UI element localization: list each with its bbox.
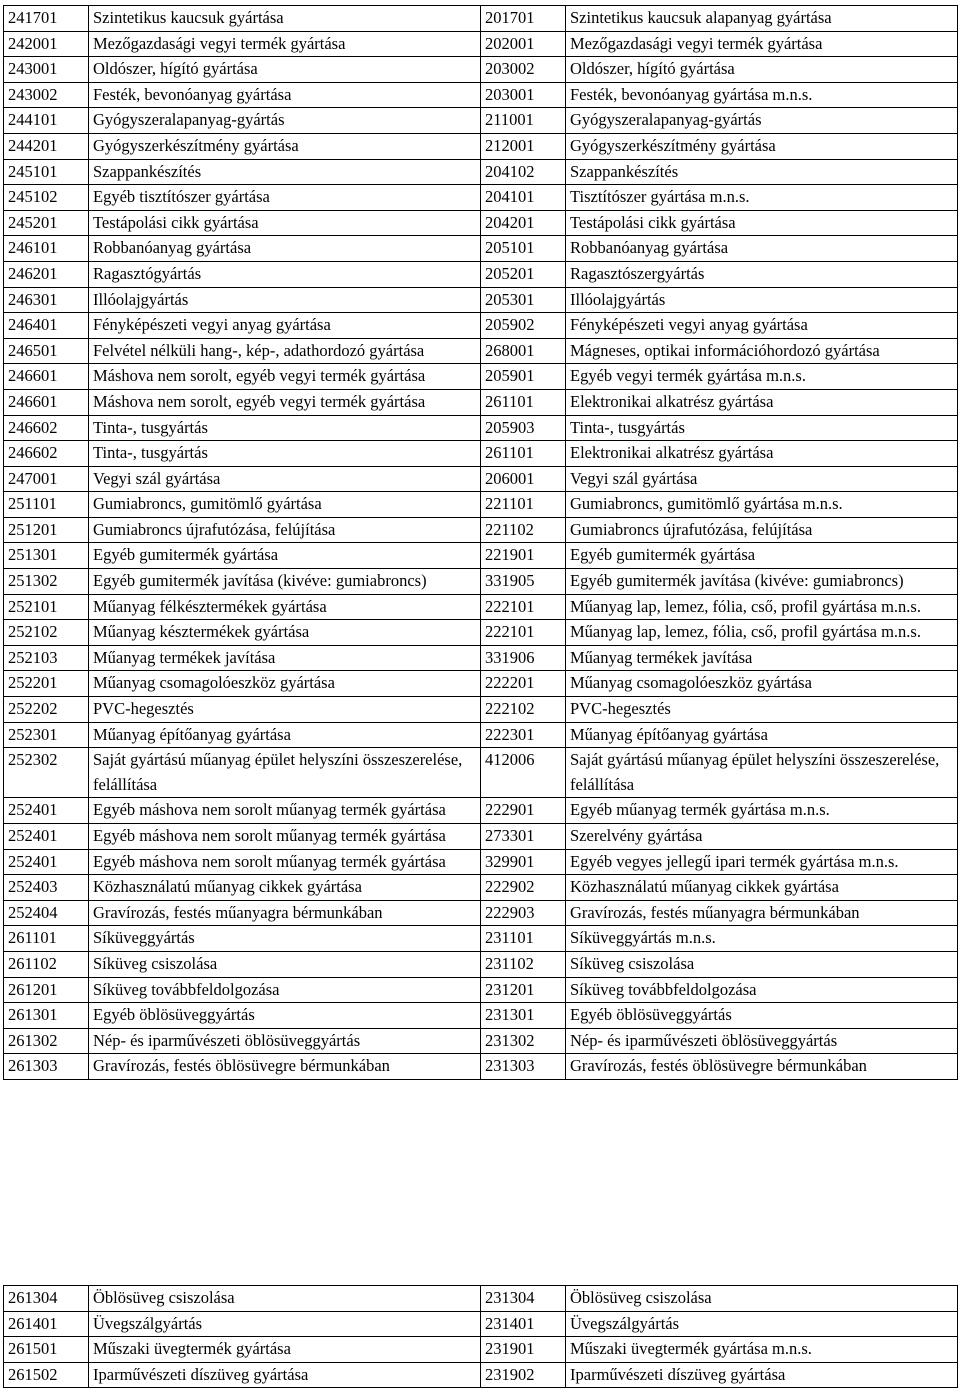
new-code-cell: 231303 bbox=[481, 1054, 566, 1080]
table-row bbox=[4, 31, 958, 57]
new-code-cell: 231302 bbox=[481, 1028, 566, 1054]
new-activity-cell: Üvegszálgyártás bbox=[566, 1311, 958, 1337]
table-row bbox=[4, 1028, 958, 1054]
new-activity-cell: Gravírozás, festés műanyagra bérmunkában bbox=[566, 900, 958, 926]
old-activity-cell: Közhasználatú műanyag cikkek gyártása bbox=[89, 875, 481, 901]
new-activity-cell: Saját gyártású műanyag épület helyszíni összeszerelése, felállítása bbox=[566, 748, 958, 798]
new-activity-cell: Elektronikai alkatrész gyártása bbox=[566, 389, 958, 415]
new-code-cell: 205301 bbox=[481, 287, 566, 313]
new-code-cell: 231201 bbox=[481, 977, 566, 1003]
old-activity-cell: Robbanóanyag gyártása bbox=[89, 236, 481, 262]
old-activity-cell: Műszaki üvegtermék gyártása bbox=[89, 1337, 481, 1363]
old-activity-cell: Egyéb máshova nem sorolt műanyag termék gyártása bbox=[89, 824, 481, 850]
table-row bbox=[4, 569, 958, 595]
old-code-cell: 251302 bbox=[4, 569, 89, 595]
new-code-cell: 261101 bbox=[481, 441, 566, 467]
new-code-cell: 231401 bbox=[481, 1311, 566, 1337]
new-activity-cell: Gumiabroncs, gumitömlő gyártása m.n.s. bbox=[566, 492, 958, 518]
old-code-cell: 261502 bbox=[4, 1362, 89, 1388]
new-code-cell: 222902 bbox=[481, 875, 566, 901]
old-activity-cell: Szappankészítés bbox=[89, 159, 481, 185]
new-activity-cell: Gravírozás, festés öblösüvegre bérmunkában bbox=[566, 1054, 958, 1080]
table-row bbox=[4, 748, 958, 798]
old-code-cell: 252301 bbox=[4, 722, 89, 748]
new-activity-cell: Műanyag termékek javítása bbox=[566, 645, 958, 671]
table-row bbox=[4, 1337, 958, 1363]
new-activity-cell: Műszaki üvegtermék gyártása m.n.s. bbox=[566, 1337, 958, 1363]
new-code-cell: 231901 bbox=[481, 1337, 566, 1363]
old-activity-cell: Felvétel nélküli hang-, kép-, adathordozó gyártása bbox=[89, 338, 481, 364]
table-row bbox=[4, 287, 958, 313]
old-code-cell: 251201 bbox=[4, 517, 89, 543]
old-code-cell: 246101 bbox=[4, 236, 89, 262]
new-code-cell: 222101 bbox=[481, 594, 566, 620]
old-code-cell: 245102 bbox=[4, 185, 89, 211]
new-code-cell: 204201 bbox=[481, 210, 566, 236]
new-code-cell: 204101 bbox=[481, 185, 566, 211]
table-row bbox=[4, 1362, 958, 1388]
old-activity-cell: Műanyag félkésztermékek gyártása bbox=[89, 594, 481, 620]
old-activity-cell: Saját gyártású műanyag épület helyszíni összeszerelése, felállítása bbox=[89, 748, 481, 798]
old-activity-cell: Gravírozás, festés öblösüvegre bérmunkában bbox=[89, 1054, 481, 1080]
old-code-cell: 244201 bbox=[4, 133, 89, 159]
old-code-cell: 243001 bbox=[4, 57, 89, 83]
old-activity-cell: Vegyi szál gyártása bbox=[89, 466, 481, 492]
new-activity-cell: Síküveg csiszolása bbox=[566, 951, 958, 977]
table-row bbox=[4, 926, 958, 952]
new-activity-cell: Gyógyszeralapanyag-gyártás bbox=[566, 108, 958, 134]
new-activity-cell: Ragasztószergyártás bbox=[566, 261, 958, 287]
new-activity-cell: Egyéb vegyes jellegű ipari termék gyártása m.n.s. bbox=[566, 849, 958, 875]
old-code-cell: 252103 bbox=[4, 645, 89, 671]
new-activity-cell: Műanyag lap, lemez, fólia, cső, profil gyártása m.n.s. bbox=[566, 620, 958, 646]
old-code-cell: 242001 bbox=[4, 31, 89, 57]
new-code-cell: 201701 bbox=[481, 6, 566, 32]
table-row bbox=[4, 875, 958, 901]
new-activity-cell: Szintetikus kaucsuk alapanyag gyártása bbox=[566, 6, 958, 32]
new-code-cell: 231304 bbox=[481, 1286, 566, 1312]
new-activity-cell: Szerelvény gyártása bbox=[566, 824, 958, 850]
table-row bbox=[4, 236, 958, 262]
old-activity-cell: Egyéb máshova nem sorolt műanyag termék gyártása bbox=[89, 798, 481, 824]
new-activity-cell: Illóolajgyártás bbox=[566, 287, 958, 313]
new-activity-cell: Síküveggyártás m.n.s. bbox=[566, 926, 958, 952]
new-activity-cell: Robbanóanyag gyártása bbox=[566, 236, 958, 262]
old-activity-cell: Egyéb tisztítószer gyártása bbox=[89, 185, 481, 211]
new-code-cell: 212001 bbox=[481, 133, 566, 159]
old-code-cell: 246601 bbox=[4, 389, 89, 415]
old-activity-cell: Nép- és iparművészeti öblösüveggyártás bbox=[89, 1028, 481, 1054]
new-code-cell: 221101 bbox=[481, 492, 566, 518]
old-activity-cell: Gumiabroncs újrafutózása, felújítása bbox=[89, 517, 481, 543]
old-code-cell: 252403 bbox=[4, 875, 89, 901]
old-code-cell: 252401 bbox=[4, 798, 89, 824]
old-code-cell: 245201 bbox=[4, 210, 89, 236]
teaor-code-table bbox=[3, 5, 958, 1080]
old-activity-cell: Gravírozás, festés műanyagra bérmunkában bbox=[89, 900, 481, 926]
old-activity-cell: Gumiabroncs, gumitömlő gyártása bbox=[89, 492, 481, 518]
old-activity-cell: Tinta-, tusgyártás bbox=[89, 415, 481, 441]
old-code-cell: 261401 bbox=[4, 1311, 89, 1337]
new-code-cell: 268001 bbox=[481, 338, 566, 364]
old-code-cell: 252401 bbox=[4, 824, 89, 850]
table-row bbox=[4, 57, 958, 83]
old-activity-cell: Műanyag építőanyag gyártása bbox=[89, 722, 481, 748]
table-row bbox=[4, 849, 958, 875]
old-activity-cell: Tinta-, tusgyártás bbox=[89, 441, 481, 467]
old-code-cell: 261201 bbox=[4, 977, 89, 1003]
old-activity-cell: Szintetikus kaucsuk gyártása bbox=[89, 6, 481, 32]
old-activity-cell: Műanyag csomagolóeszköz gyártása bbox=[89, 671, 481, 697]
new-code-cell: 205101 bbox=[481, 236, 566, 262]
new-code-cell: 202001 bbox=[481, 31, 566, 57]
table-row bbox=[4, 338, 958, 364]
table-body bbox=[4, 1286, 958, 1388]
new-code-cell: 204102 bbox=[481, 159, 566, 185]
new-activity-cell: Műanyag lap, lemez, fólia, cső, profil gyártása m.n.s. bbox=[566, 594, 958, 620]
table-row bbox=[4, 671, 958, 697]
old-code-cell: 252202 bbox=[4, 697, 89, 723]
table-row bbox=[4, 492, 958, 518]
new-code-cell: 205901 bbox=[481, 364, 566, 390]
new-activity-cell: Tisztítószer gyártása m.n.s. bbox=[566, 185, 958, 211]
old-code-cell: 246301 bbox=[4, 287, 89, 313]
old-code-cell: 252401 bbox=[4, 849, 89, 875]
old-code-cell: 246601 bbox=[4, 364, 89, 390]
table-row bbox=[4, 1311, 958, 1337]
old-activity-cell: Egyéb máshova nem sorolt műanyag termék gyártása bbox=[89, 849, 481, 875]
old-activity-cell: Illóolajgyártás bbox=[89, 287, 481, 313]
table-row bbox=[4, 364, 958, 390]
old-activity-cell: Festék, bevonóanyag gyártása bbox=[89, 82, 481, 108]
table-row bbox=[4, 594, 958, 620]
old-activity-cell: Máshova nem sorolt, egyéb vegyi termék gyártása bbox=[89, 364, 481, 390]
new-code-cell: 203002 bbox=[481, 57, 566, 83]
new-activity-cell: Elektronikai alkatrész gyártása bbox=[566, 441, 958, 467]
old-activity-cell: Ragasztógyártás bbox=[89, 261, 481, 287]
table-row bbox=[4, 133, 958, 159]
new-code-cell: 205201 bbox=[481, 261, 566, 287]
new-code-cell: 211001 bbox=[481, 108, 566, 134]
old-code-cell: 244101 bbox=[4, 108, 89, 134]
new-activity-cell: Szappankészítés bbox=[566, 159, 958, 185]
old-activity-cell: Műanyag termékek javítása bbox=[89, 645, 481, 671]
old-code-cell: 261304 bbox=[4, 1286, 89, 1312]
new-code-cell: 222101 bbox=[481, 620, 566, 646]
table-row bbox=[4, 441, 958, 467]
new-code-cell: 231301 bbox=[481, 1003, 566, 1029]
table-row bbox=[4, 900, 958, 926]
old-activity-cell: Iparművészeti díszüveg gyártása bbox=[89, 1362, 481, 1388]
new-activity-cell: Mezőgazdasági vegyi termék gyártása bbox=[566, 31, 958, 57]
new-code-cell: 221901 bbox=[481, 543, 566, 569]
old-activity-cell: Egyéb gumitermék javítása (kivéve: gumiabroncs) bbox=[89, 569, 481, 595]
new-activity-cell: Tinta-, tusgyártás bbox=[566, 415, 958, 441]
new-activity-cell: Műanyag építőanyag gyártása bbox=[566, 722, 958, 748]
new-code-cell: 331906 bbox=[481, 645, 566, 671]
old-activity-cell: Máshova nem sorolt, egyéb vegyi termék gyártása bbox=[89, 389, 481, 415]
table-row bbox=[4, 620, 958, 646]
table-body bbox=[4, 6, 958, 1080]
table-row bbox=[4, 1054, 958, 1080]
new-code-cell: 231902 bbox=[481, 1362, 566, 1388]
new-activity-cell: Fényképészeti vegyi anyag gyártása bbox=[566, 313, 958, 339]
old-activity-cell: PVC-hegesztés bbox=[89, 697, 481, 723]
new-code-cell: 329901 bbox=[481, 849, 566, 875]
table-row bbox=[4, 313, 958, 339]
new-activity-cell: Gumiabroncs újrafutózása, felújítása bbox=[566, 517, 958, 543]
new-code-cell: 205903 bbox=[481, 415, 566, 441]
old-code-cell: 241701 bbox=[4, 6, 89, 32]
new-code-cell: 412006 bbox=[481, 748, 566, 798]
old-code-cell: 246602 bbox=[4, 415, 89, 441]
old-code-cell: 246401 bbox=[4, 313, 89, 339]
new-activity-cell: Öblösüveg csiszolása bbox=[566, 1286, 958, 1312]
new-code-cell: 222901 bbox=[481, 798, 566, 824]
old-activity-cell: Síküveggyártás bbox=[89, 926, 481, 952]
table-row bbox=[4, 1003, 958, 1029]
old-activity-cell: Műanyag késztermékek gyártása bbox=[89, 620, 481, 646]
table-row bbox=[4, 261, 958, 287]
old-code-cell: 246501 bbox=[4, 338, 89, 364]
old-activity-cell: Üvegszálgyártás bbox=[89, 1311, 481, 1337]
new-code-cell: 331905 bbox=[481, 569, 566, 595]
table-row bbox=[4, 645, 958, 671]
new-activity-cell: Egyéb vegyi termék gyártása m.n.s. bbox=[566, 364, 958, 390]
table-row bbox=[4, 517, 958, 543]
new-activity-cell: Nép- és iparművészeti öblösüveggyártás bbox=[566, 1028, 958, 1054]
table-row bbox=[4, 6, 958, 32]
table-row bbox=[4, 389, 958, 415]
old-activity-cell: Síküveg továbbfeldolgozása bbox=[89, 977, 481, 1003]
old-activity-cell: Gyógyszeralapanyag-gyártás bbox=[89, 108, 481, 134]
new-activity-cell: Egyéb öblösüveggyártás bbox=[566, 1003, 958, 1029]
new-activity-cell: Síküveg továbbfeldolgozása bbox=[566, 977, 958, 1003]
old-activity-cell: Fényképészeti vegyi anyag gyártása bbox=[89, 313, 481, 339]
new-code-cell: 221102 bbox=[481, 517, 566, 543]
table-row bbox=[4, 977, 958, 1003]
new-code-cell: 231101 bbox=[481, 926, 566, 952]
table-row bbox=[4, 415, 958, 441]
new-activity-cell: PVC-hegesztés bbox=[566, 697, 958, 723]
old-activity-cell: Egyéb öblösüveggyártás bbox=[89, 1003, 481, 1029]
teaor-code-table-continued bbox=[3, 1285, 958, 1388]
old-code-cell: 252102 bbox=[4, 620, 89, 646]
table-row bbox=[4, 159, 958, 185]
old-code-cell: 247001 bbox=[4, 466, 89, 492]
old-code-cell: 261101 bbox=[4, 926, 89, 952]
old-code-cell: 245101 bbox=[4, 159, 89, 185]
new-activity-cell: Testápolási cikk gyártása bbox=[566, 210, 958, 236]
new-code-cell: 231102 bbox=[481, 951, 566, 977]
new-activity-cell: Közhasználatú műanyag cikkek gyártása bbox=[566, 875, 958, 901]
new-activity-cell: Iparművészeti díszüveg gyártása bbox=[566, 1362, 958, 1388]
table-row bbox=[4, 108, 958, 134]
old-activity-cell: Mezőgazdasági vegyi termék gyártása bbox=[89, 31, 481, 57]
old-activity-cell: Öblösüveg csiszolása bbox=[89, 1286, 481, 1312]
old-code-cell: 246201 bbox=[4, 261, 89, 287]
new-activity-cell: Egyéb műanyag termék gyártása m.n.s. bbox=[566, 798, 958, 824]
new-code-cell: 222903 bbox=[481, 900, 566, 926]
old-activity-cell: Egyéb gumitermék gyártása bbox=[89, 543, 481, 569]
old-code-cell: 261102 bbox=[4, 951, 89, 977]
table-row bbox=[4, 1286, 958, 1312]
old-code-cell: 251101 bbox=[4, 492, 89, 518]
table-row bbox=[4, 82, 958, 108]
new-code-cell: 222201 bbox=[481, 671, 566, 697]
old-code-cell: 261301 bbox=[4, 1003, 89, 1029]
old-code-cell: 252201 bbox=[4, 671, 89, 697]
new-code-cell: 273301 bbox=[481, 824, 566, 850]
table-row bbox=[4, 722, 958, 748]
new-code-cell: 205902 bbox=[481, 313, 566, 339]
old-code-cell: 246602 bbox=[4, 441, 89, 467]
table-row bbox=[4, 951, 958, 977]
old-code-cell: 261302 bbox=[4, 1028, 89, 1054]
table-row bbox=[4, 185, 958, 211]
table-row bbox=[4, 210, 958, 236]
new-activity-cell: Gyógyszerkészítmény gyártása bbox=[566, 133, 958, 159]
old-code-cell: 251301 bbox=[4, 543, 89, 569]
old-activity-cell: Oldószer, hígító gyártása bbox=[89, 57, 481, 83]
old-activity-cell: Síküveg csiszolása bbox=[89, 951, 481, 977]
new-activity-cell: Vegyi szál gyártása bbox=[566, 466, 958, 492]
new-code-cell: 206001 bbox=[481, 466, 566, 492]
new-code-cell: 261101 bbox=[481, 389, 566, 415]
new-code-cell: 222301 bbox=[481, 722, 566, 748]
new-activity-cell: Festék, bevonóanyag gyártása m.n.s. bbox=[566, 82, 958, 108]
table-row bbox=[4, 798, 958, 824]
table-row bbox=[4, 466, 958, 492]
old-code-cell: 252404 bbox=[4, 900, 89, 926]
old-activity-cell: Gyógyszerkészítmény gyártása bbox=[89, 133, 481, 159]
old-code-cell: 261303 bbox=[4, 1054, 89, 1080]
table-row bbox=[4, 543, 958, 569]
old-code-cell: 261501 bbox=[4, 1337, 89, 1363]
new-activity-cell: Mágneses, optikai információhordozó gyártása bbox=[566, 338, 958, 364]
table-row bbox=[4, 824, 958, 850]
new-activity-cell: Műanyag csomagolóeszköz gyártása bbox=[566, 671, 958, 697]
old-code-cell: 252101 bbox=[4, 594, 89, 620]
old-activity-cell: Testápolási cikk gyártása bbox=[89, 210, 481, 236]
table-row bbox=[4, 697, 958, 723]
new-code-cell: 203001 bbox=[481, 82, 566, 108]
new-activity-cell: Oldószer, hígító gyártása bbox=[566, 57, 958, 83]
old-code-cell: 252302 bbox=[4, 748, 89, 798]
new-activity-cell: Egyéb gumitermék javítása (kivéve: gumiabroncs) bbox=[566, 569, 958, 595]
new-activity-cell: Egyéb gumitermék gyártása bbox=[566, 543, 958, 569]
old-code-cell: 243002 bbox=[4, 82, 89, 108]
new-code-cell: 222102 bbox=[481, 697, 566, 723]
